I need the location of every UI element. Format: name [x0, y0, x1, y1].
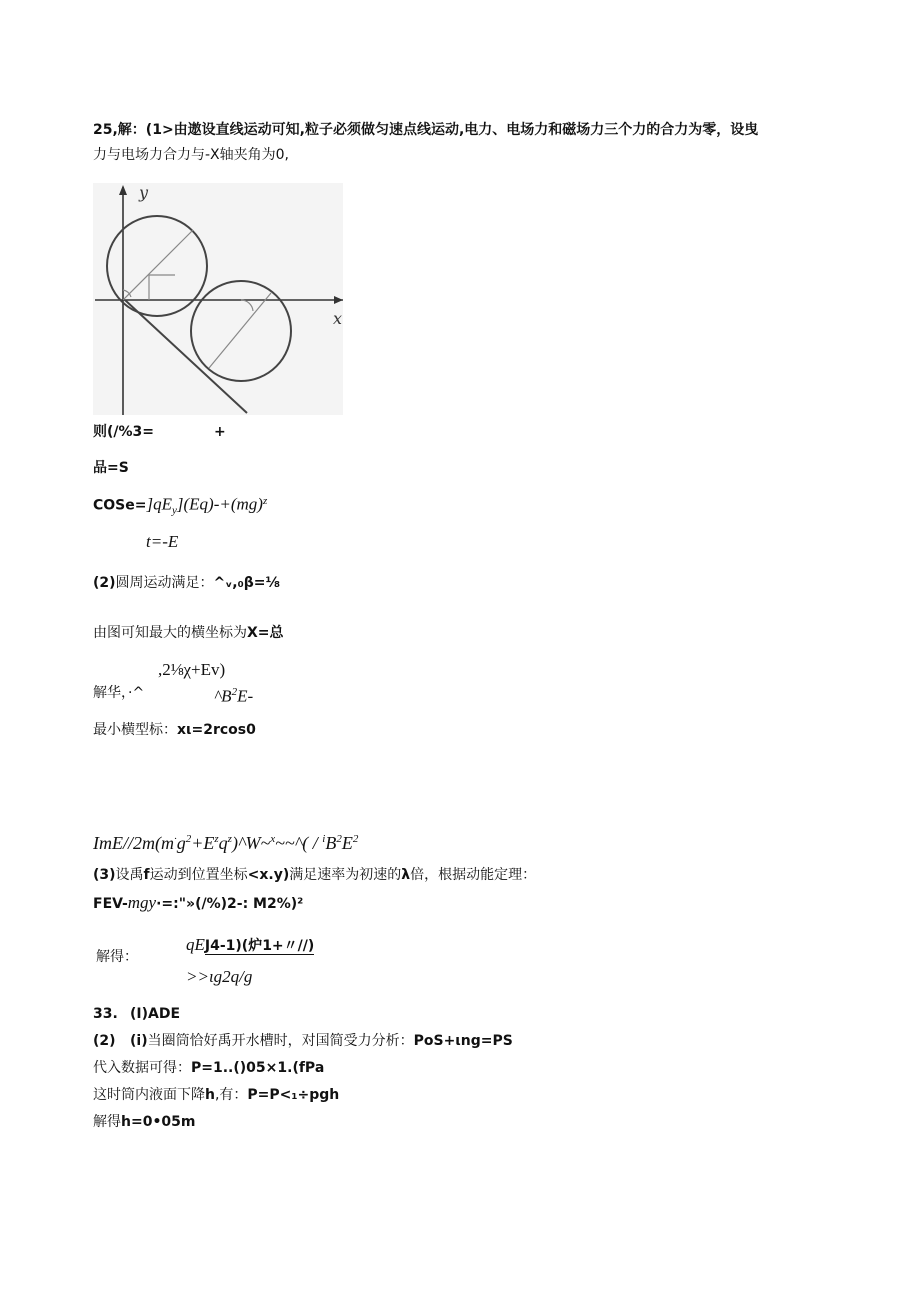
energy-equation: [93, 892, 303, 915]
solve-right: [214, 681, 253, 708]
question-33-answer-text: (I)ADE: [130, 1006, 181, 1022]
equation-cos-subscript: y: [171, 504, 177, 517]
substitution-text: 代入数据可得：: [93, 1060, 191, 1076]
big-equation: [93, 827, 358, 855]
diagram-background: [93, 183, 343, 415]
level-drop-text-2: ,有：: [214, 1087, 248, 1103]
x-axis-label: x: [333, 309, 343, 328]
big-eq-sup8: 2: [352, 833, 359, 845]
solved-label: [96, 948, 138, 966]
question-33-label: 33.: [93, 1006, 118, 1022]
equation-cos: [93, 490, 267, 521]
solved-top: [186, 934, 314, 957]
substitution-formula: P=1..()05×1.(fPa: [191, 1060, 325, 1076]
big-eq-h: E: [341, 833, 353, 853]
big-eq-sup7: 2: [336, 833, 342, 845]
equation-cos-label: COSe=: [93, 497, 147, 514]
energy-eq-a: FEV-: [93, 896, 128, 912]
part-2-formula: ^ᵥ,₀β=⅛: [213, 575, 280, 591]
max-coordinate-line: [93, 624, 284, 642]
question-33-2-label: [93, 1032, 116, 1050]
part-3-text-a: 设禹: [115, 867, 144, 883]
big-eq-sup6: i: [322, 833, 326, 845]
part-3-label: (3): [93, 867, 116, 883]
equation-cos-part2: ](Eq)-+(mg): [176, 494, 263, 514]
equation-cos-part1: ]qE: [146, 494, 172, 514]
big-eq-d: q: [218, 833, 228, 853]
min-coordinate-formula: xι=2rcos0: [177, 722, 256, 738]
equation-ze-right: +: [214, 424, 226, 440]
question-33-2-i: (i): [130, 1033, 148, 1049]
big-eq-sup3: z: [214, 833, 219, 845]
max-coordinate-text: 由图可知最大的横坐标为: [93, 625, 247, 641]
big-eq-e: )^W~: [231, 833, 271, 853]
equation-t-text: t=-E: [146, 532, 179, 551]
part-2-text: 圆周运动满足：: [115, 575, 214, 591]
part-3-lambda: λ: [401, 867, 411, 883]
big-eq-a: ImE//2m(m: [93, 833, 174, 853]
solve-right-part2: E-: [237, 686, 254, 706]
big-eq-sup1: ·: [173, 833, 177, 845]
question-33-2-line: [130, 1032, 513, 1050]
solve-upper-fraction: [158, 660, 225, 680]
solved-top-b: J4-1)(炉1+〃//): [204, 938, 315, 954]
part-3-line: [93, 866, 536, 884]
level-drop-line: [93, 1086, 339, 1104]
y-axis-label: y: [139, 183, 149, 202]
question-33-2-label-text: (2): [93, 1033, 116, 1049]
part-2-label: (2): [93, 575, 116, 591]
question-33-2-formula: PoS+ιng=PS: [413, 1033, 513, 1049]
big-eq-sup2: 2: [185, 833, 192, 845]
part-3-text-b: 运动到位置坐标: [149, 867, 248, 883]
part-3-f: f: [143, 867, 150, 883]
equation-ze-left: 则(/%3=: [93, 424, 155, 440]
big-eq-f: ~~^( /: [275, 833, 323, 853]
big-eq-sup5: x: [270, 833, 276, 845]
equation-pin: [93, 459, 129, 477]
angle-definition-text: 力与电场力合力与-X轴夹角为0,: [93, 147, 289, 163]
equation-t: [146, 531, 178, 553]
equation-ze: [93, 423, 154, 441]
solve-right-superscript: 2: [231, 686, 238, 698]
energy-eq-b: mgy: [127, 893, 157, 912]
solve-right-part1: ^B: [214, 686, 232, 706]
question-33-2-text: 当圈筒恰好禹开水槽时，对国简受力分析：: [147, 1033, 414, 1049]
part-2-line: [93, 574, 280, 592]
solved-bottom-text: >>ιg2q/g: [186, 967, 253, 986]
big-eq-g: B: [325, 833, 337, 853]
max-coordinate-formula: X=总: [247, 625, 284, 641]
solve-line: [93, 684, 144, 702]
solve-text: 解华，·^: [93, 685, 145, 701]
equation-pin-text: 品=S: [93, 460, 129, 476]
big-eq-b: g: [176, 833, 186, 853]
part-3-text-c: 满足速率为初速的: [289, 867, 402, 883]
solved-label-text: 解得：: [96, 949, 138, 965]
trajectory-diagram: [93, 183, 343, 415]
min-coordinate-text: 最小横型标：: [93, 722, 177, 738]
part-3-text-d: 倍，根据动能定理：: [410, 867, 537, 883]
part-3-coordinate: <x.y): [247, 867, 290, 883]
level-drop-formula: P=P<₁÷pgh: [247, 1087, 340, 1103]
level-drop-h: h: [205, 1087, 215, 1103]
question-25-line-1: [93, 121, 758, 139]
question-25-intro: 25,解：(1>由遨设直线运动可知,粒子必须做匀速点线运动,电力、电场力和磁场力三个力的合力为零，设曳: [93, 122, 759, 138]
equation-ze-plus: [214, 423, 226, 441]
final-result-line: [93, 1113, 195, 1131]
solve-upper-text: ,2⅛χ+Ev): [158, 660, 226, 679]
solved-bottom: [186, 966, 252, 988]
level-drop-text: 这时筒内液面下降: [93, 1087, 205, 1103]
big-eq-c: +E: [191, 833, 215, 853]
final-result-formula: h=0•05m: [121, 1114, 196, 1130]
final-result-text: 解得: [93, 1114, 121, 1130]
min-coordinate-line: [93, 721, 256, 739]
question-25-line-2: [93, 146, 289, 164]
solved-top-a: qE: [186, 935, 205, 954]
question-33-line: [93, 1005, 118, 1023]
big-eq-sup4: z: [227, 833, 232, 845]
substitution-line: [93, 1059, 324, 1077]
energy-eq-c: ·=:"»(/%)2-: M2%)²: [156, 896, 304, 912]
equation-cos-superscript: z: [262, 495, 268, 507]
question-33-answer: [130, 1005, 180, 1023]
